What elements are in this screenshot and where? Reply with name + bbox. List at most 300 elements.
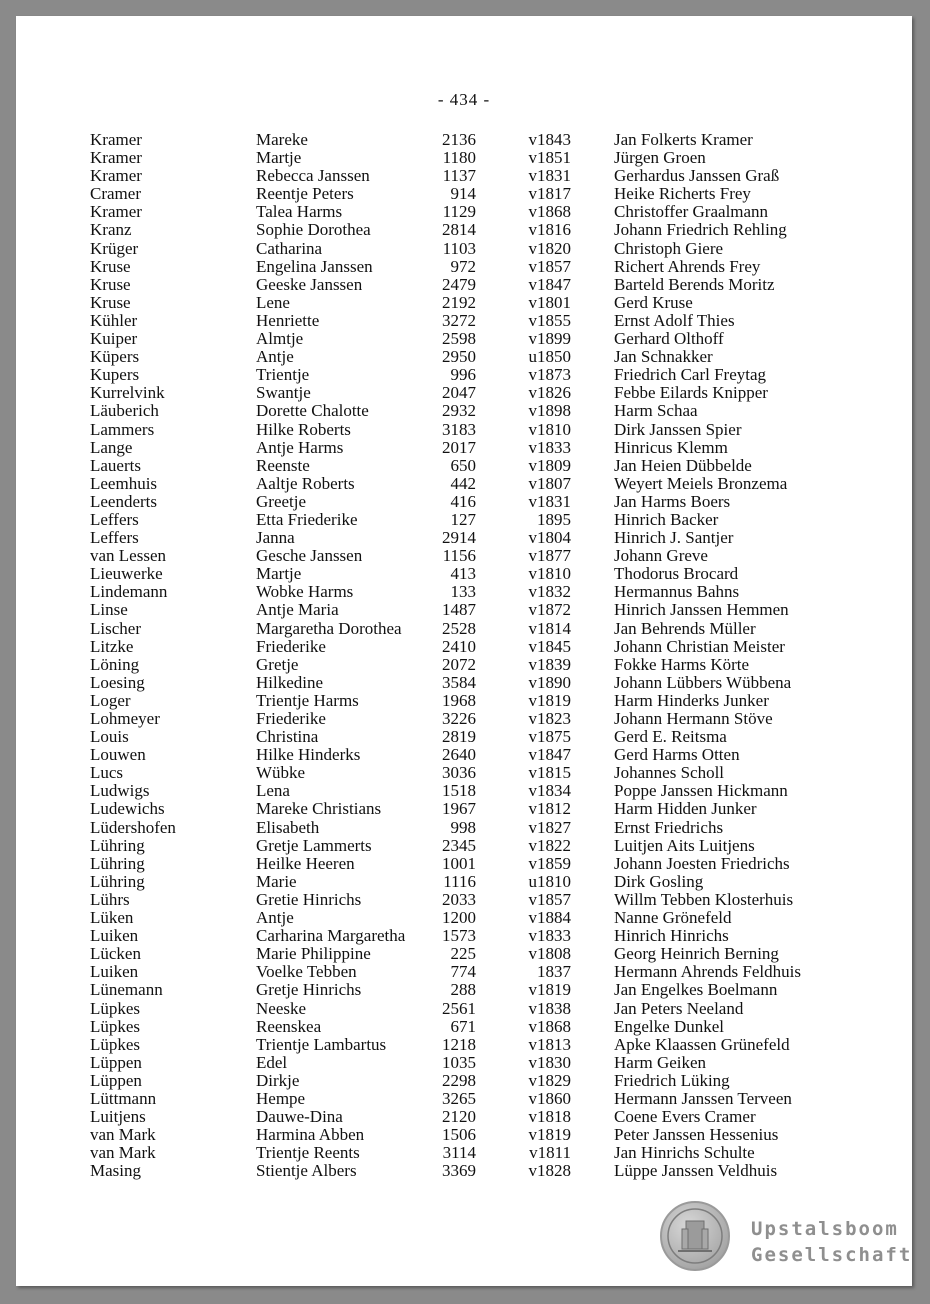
number-cell: 914 xyxy=(450,184,476,204)
given-name-cell: Marie Philippine xyxy=(256,944,371,964)
surname-cell: Kramer xyxy=(90,202,142,222)
society-seal-icon xyxy=(660,1201,730,1271)
spouse-cell: Georg Heinrich Berning xyxy=(614,944,779,964)
table-row xyxy=(16,1054,912,1072)
table-row xyxy=(16,258,912,276)
table-row xyxy=(16,240,912,258)
year-cell: v1810 xyxy=(528,564,571,584)
spouse-cell: Jan Heien Dübbelde xyxy=(614,455,752,475)
surname-cell: Lauerts xyxy=(90,455,141,475)
table-row xyxy=(16,439,912,457)
number-cell: 2047 xyxy=(442,383,476,403)
surname-cell: Kramer xyxy=(90,148,142,168)
table-row xyxy=(16,330,912,348)
surname-cell: Kranz xyxy=(90,220,132,240)
spouse-cell: Dirk Gosling xyxy=(614,871,704,891)
number-cell: 2950 xyxy=(442,347,476,367)
given-name-cell: Reenste xyxy=(256,455,310,475)
surname-cell: Leenderts xyxy=(90,491,158,511)
surname-cell: Lindemann xyxy=(90,582,168,602)
spouse-cell: Jan Schnakker xyxy=(614,347,713,367)
number-cell: 1156 xyxy=(442,546,476,566)
surname-cell: Loesing xyxy=(90,672,145,692)
year-cell: v1847 xyxy=(528,274,571,294)
table-row xyxy=(16,837,912,855)
given-name-cell: Elisabeth xyxy=(256,817,320,837)
given-name-cell: Wobke Harms xyxy=(256,582,354,602)
table-row xyxy=(16,167,912,185)
surname-cell: Lischer xyxy=(90,618,141,638)
table-row xyxy=(16,366,912,384)
number-cell: 671 xyxy=(450,1016,476,1036)
spouse-cell: Jan Behrends Müller xyxy=(614,618,756,638)
surname-cell: Litzke xyxy=(90,636,134,656)
year-cell: u1850 xyxy=(528,347,571,367)
surname-cell: Küpers xyxy=(90,347,140,367)
table-row xyxy=(16,656,912,674)
surname-cell: Lüpkes xyxy=(90,1016,141,1036)
year-cell: v1857 xyxy=(528,256,571,276)
spouse-cell: Harm Hinderks Junker xyxy=(614,690,769,710)
surname-cell: Ludewichs xyxy=(90,799,165,819)
number-cell: 225 xyxy=(450,944,476,964)
given-name-cell: Rebecca Janssen xyxy=(256,166,370,186)
table-row xyxy=(16,203,912,221)
spouse-cell: Febbe Eilards Knipper xyxy=(614,383,768,403)
spouse-cell: Christoph Giere xyxy=(614,238,724,258)
year-cell: v1877 xyxy=(528,546,571,566)
number-cell: 650 xyxy=(450,455,476,475)
spouse-cell: Jürgen Groen xyxy=(614,148,706,168)
year-cell: v1809 xyxy=(528,455,571,475)
surname-cell: Ludwigs xyxy=(90,781,150,801)
year-cell: v1817 xyxy=(528,184,571,204)
number-cell: 1967 xyxy=(442,799,476,819)
table-row xyxy=(16,493,912,511)
surname-cell: Lühring xyxy=(90,835,145,855)
number-cell: 1518 xyxy=(442,781,476,801)
year-cell: v1875 xyxy=(528,727,571,747)
spouse-cell: Gerhard Olthoff xyxy=(614,329,724,349)
given-name-cell: Friederike xyxy=(256,636,326,656)
year-cell: v1822 xyxy=(528,835,571,855)
given-name-cell: Gretje xyxy=(256,654,299,674)
year-cell: v1898 xyxy=(528,401,571,421)
year-cell: v1826 xyxy=(528,383,571,403)
table-row xyxy=(16,764,912,782)
year-cell: v1834 xyxy=(528,781,571,801)
surname-cell: Läuberich xyxy=(90,401,159,421)
number-cell: 3369 xyxy=(442,1161,476,1181)
number-cell: 1968 xyxy=(442,690,476,710)
year-cell: v1873 xyxy=(528,365,571,385)
number-cell: 1103 xyxy=(442,238,476,258)
given-name-cell: Geeske Janssen xyxy=(256,274,363,294)
given-name-cell: Martje xyxy=(256,148,302,168)
table-row xyxy=(16,185,912,203)
year-cell: v1804 xyxy=(528,528,571,548)
year-cell: v1860 xyxy=(528,1088,571,1108)
given-name-cell: Christina xyxy=(256,727,319,747)
table-row xyxy=(16,873,912,891)
spouse-cell: Johann Hermann Stöve xyxy=(614,709,773,728)
year-cell: v1847 xyxy=(528,745,571,765)
surname-cell: Lünemann xyxy=(90,980,163,1000)
given-name-cell: Gretie Hinrichs xyxy=(256,889,362,909)
spouse-cell: Ernst Friedrichs xyxy=(614,817,724,837)
year-cell: v1868 xyxy=(528,202,571,222)
number-cell: 1137 xyxy=(442,166,476,186)
number-cell: 2598 xyxy=(442,329,476,349)
spouse-cell: Johann Lübbers Wübbena xyxy=(614,672,792,692)
number-cell: 2136 xyxy=(442,130,476,149)
spouse-cell: Richert Ahrends Frey xyxy=(614,256,761,276)
year-cell: v1819 xyxy=(528,980,571,1000)
spouse-cell: Christoffer Graalmann xyxy=(614,202,769,222)
surname-cell: Leffers xyxy=(90,509,139,529)
seal-graphic xyxy=(662,1203,728,1269)
number-cell: 972 xyxy=(450,256,476,276)
year-cell: u1810 xyxy=(528,871,571,891)
year-cell: v1807 xyxy=(528,473,571,493)
table-row xyxy=(16,1018,912,1036)
given-name-cell: Antje xyxy=(256,347,294,367)
year-cell: v1872 xyxy=(528,600,571,620)
spouse-cell: Jan Folkerts Kramer xyxy=(614,130,753,149)
given-name-cell: Trientje Lambartus xyxy=(256,1034,387,1054)
surname-cell: Luiken xyxy=(90,962,139,982)
table-row xyxy=(16,782,912,800)
given-name-cell: Antje Harms xyxy=(256,437,344,457)
document-page xyxy=(16,16,912,1286)
year-cell: v1845 xyxy=(528,636,571,656)
spouse-cell: Coene Evers Cramer xyxy=(614,1107,756,1127)
given-name-cell: Heilke Heeren xyxy=(256,853,355,873)
surname-cell: Lüpkes xyxy=(90,998,141,1018)
surname-cell: Kruse xyxy=(90,256,131,276)
spouse-cell: Hermann Janssen Terveen xyxy=(614,1088,792,1108)
given-name-cell: Margaretha Dorothea xyxy=(256,618,402,638)
year-cell: v1818 xyxy=(528,1107,571,1127)
surname-cell: Lüppen xyxy=(90,1070,142,1090)
page-number: - 434 - xyxy=(437,90,491,109)
table-row xyxy=(16,547,912,565)
given-name-cell: Antje Maria xyxy=(256,600,339,620)
table-row xyxy=(16,1090,912,1108)
surname-cell: Lieuwerke xyxy=(90,564,163,584)
table-row xyxy=(16,221,912,239)
table-row xyxy=(16,312,912,330)
table-row xyxy=(16,1000,912,1018)
number-cell: 1129 xyxy=(442,202,476,222)
number-cell: 2814 xyxy=(442,220,476,240)
year-cell: v1831 xyxy=(528,166,571,186)
surname-cell: Louis xyxy=(90,727,129,747)
number-cell: 1035 xyxy=(442,1052,476,1072)
given-name-cell: Gretje Hinrichs xyxy=(256,980,362,1000)
table-row xyxy=(16,819,912,837)
spouse-cell: Johann Greve xyxy=(614,546,708,566)
given-name-cell: Catharina xyxy=(256,238,323,258)
given-name-cell: Reentje Peters xyxy=(256,184,354,204)
number-cell: 2345 xyxy=(442,835,476,855)
surname-cell: Kruse xyxy=(90,292,131,312)
surname-cell: Kramer xyxy=(90,166,142,186)
table-row xyxy=(16,294,912,312)
number-cell: 2298 xyxy=(442,1070,476,1090)
given-name-cell: Edel xyxy=(256,1052,288,1072)
given-name-cell: Hempe xyxy=(256,1088,306,1108)
surname-cell: Kurrelvink xyxy=(90,383,165,403)
surname-cell: Cramer xyxy=(90,184,141,204)
given-name-cell: Talea Harms xyxy=(256,202,343,222)
number-cell: 1487 xyxy=(442,600,476,620)
year-cell: v1810 xyxy=(528,419,571,439)
given-name-cell: Dirkje xyxy=(256,1070,300,1090)
spouse-cell: Ernst Adolf Thies xyxy=(614,310,735,330)
spouse-cell: Gerd E. Reitsma xyxy=(614,727,727,747)
table-row xyxy=(16,1144,912,1162)
spouse-cell: Johann Christian Meister xyxy=(614,636,785,656)
spouse-cell: Jan Engelkes Boelmann xyxy=(614,980,778,1000)
surname-cell: Loger xyxy=(90,690,131,710)
number-cell: 413 xyxy=(450,564,476,584)
year-cell: v1833 xyxy=(528,437,571,457)
given-name-cell: Trientje Harms xyxy=(256,690,359,710)
table-row xyxy=(16,529,912,547)
number-cell: 3114 xyxy=(442,1143,476,1163)
given-name-cell: Reenskea xyxy=(256,1016,322,1036)
spouse-cell: Johann Joesten Friedrichs xyxy=(614,853,790,873)
year-cell: v1820 xyxy=(528,238,571,258)
number-cell: 2914 xyxy=(442,528,476,548)
year-cell: v1859 xyxy=(528,853,571,873)
spouse-cell: Gerd Harms Otten xyxy=(614,745,740,765)
spouse-cell: Harm Hidden Junker xyxy=(614,799,757,819)
given-name-cell: Neeske xyxy=(256,998,307,1018)
number-cell: 3265 xyxy=(442,1088,476,1108)
surname-cell: Leffers xyxy=(90,528,139,548)
given-name-cell: Engelina Janssen xyxy=(256,256,373,276)
given-name-cell: Friederike xyxy=(256,709,326,728)
number-cell: 2479 xyxy=(442,274,476,294)
given-name-cell: Harmina Abben xyxy=(256,1125,365,1145)
table-row xyxy=(16,927,912,945)
spouse-cell: Hinrich Backer xyxy=(614,509,719,529)
number-cell: 996 xyxy=(450,365,476,385)
year-cell: v1816 xyxy=(528,220,571,240)
given-name-cell: Sophie Dorothea xyxy=(256,220,371,240)
year-cell: v1833 xyxy=(528,926,571,946)
table-row xyxy=(16,131,912,149)
surname-cell: Lucs xyxy=(90,763,124,783)
year-cell: v1815 xyxy=(528,763,571,783)
surname-cell: Lühring xyxy=(90,871,145,891)
year-cell: v1811 xyxy=(529,1143,571,1163)
number-cell: 416 xyxy=(450,491,476,511)
year-cell: v1827 xyxy=(528,817,571,837)
number-cell: 2528 xyxy=(442,618,476,638)
spouse-cell: Jan Hinrichs Schulte xyxy=(614,1143,755,1163)
year-cell: 1837 xyxy=(537,962,571,982)
year-cell: v1831 xyxy=(528,491,571,511)
year-cell: v1829 xyxy=(528,1070,571,1090)
given-name-cell: Trientje Reents xyxy=(256,1143,360,1163)
table-row xyxy=(16,1036,912,1054)
spouse-cell: Poppe Janssen Hickmann xyxy=(614,781,788,801)
given-name-cell: Marie xyxy=(256,871,297,891)
table-row xyxy=(16,511,912,529)
given-name-cell: Dauwe-Dina xyxy=(256,1107,343,1127)
surname-cell: Kramer xyxy=(90,130,142,149)
table-row xyxy=(16,674,912,692)
spouse-cell: Luitjen Aits Luitjens xyxy=(614,835,755,855)
surname-cell: Lührs xyxy=(90,889,130,909)
year-cell: v1823 xyxy=(528,709,571,728)
spouse-cell: Apke Klaassen Grünefeld xyxy=(614,1034,790,1054)
number-cell: 998 xyxy=(450,817,476,837)
surname-cell: Leemhuis xyxy=(90,473,158,493)
year-cell: v1899 xyxy=(528,329,571,349)
spouse-cell: Weyert Meiels Bronzema xyxy=(614,473,788,493)
society-name-line2: Gesellschaft xyxy=(751,1244,913,1266)
year-cell: v1839 xyxy=(528,654,571,674)
given-name-cell: Stientje Albers xyxy=(256,1161,357,1181)
given-name-cell: Aaltje Roberts xyxy=(256,473,355,493)
number-cell: 2410 xyxy=(442,636,476,656)
year-cell: v1819 xyxy=(528,1125,571,1145)
year-cell: v1890 xyxy=(528,672,571,692)
table-row xyxy=(16,710,912,728)
given-name-cell: Martje xyxy=(256,564,302,584)
table-row xyxy=(16,1126,912,1144)
spouse-cell: Peter Janssen Hessenius xyxy=(614,1125,779,1145)
surname-cell: Kühler xyxy=(90,310,138,330)
spouse-cell: Hinrich J. Santjer xyxy=(614,528,734,548)
number-cell: 127 xyxy=(450,509,476,529)
surname-cell: Linse xyxy=(90,600,128,620)
number-cell: 3183 xyxy=(442,419,476,439)
spouse-cell: Johann Friedrich Rehling xyxy=(614,220,787,240)
number-cell: 2017 xyxy=(442,437,476,457)
spouse-cell: Heike Richerts Frey xyxy=(614,184,751,204)
number-cell: 1200 xyxy=(442,908,476,928)
given-name-cell: Lene xyxy=(256,292,290,312)
given-name-cell: Janna xyxy=(256,528,295,548)
table-row xyxy=(16,457,912,475)
number-cell: 3584 xyxy=(442,672,476,692)
surname-cell: Kuiper xyxy=(90,329,138,349)
year-cell: v1838 xyxy=(528,998,571,1018)
surname-cell: Lüken xyxy=(90,908,134,928)
table-row xyxy=(16,583,912,601)
surname-cell: Louwen xyxy=(90,745,146,765)
given-name-cell: Antje xyxy=(256,908,294,928)
number-cell: 3226 xyxy=(442,709,476,728)
given-name-cell: Dorette Chalotte xyxy=(256,401,369,421)
table-row xyxy=(16,909,912,927)
table-row xyxy=(16,348,912,366)
surname-cell: Löning xyxy=(90,654,140,674)
spouse-cell: Thodorus Brocard xyxy=(614,564,739,584)
spouse-cell: Hermann Ahrends Feldhuis xyxy=(614,962,801,982)
register-table xyxy=(16,131,912,1180)
table-row xyxy=(16,1162,912,1180)
spouse-cell: Lüppe Janssen Veldhuis xyxy=(614,1161,778,1181)
spouse-cell: Engelke Dunkel xyxy=(614,1016,724,1036)
spouse-cell: Hermannus Bahns xyxy=(614,582,740,602)
surname-cell: Lüdershofen xyxy=(90,817,176,837)
given-name-cell: Gesche Janssen xyxy=(256,546,363,566)
year-cell: v1812 xyxy=(528,799,571,819)
surname-cell: Lammers xyxy=(90,419,155,439)
number-cell: 1573 xyxy=(442,926,476,946)
surname-cell: Kupers xyxy=(90,365,140,385)
table-row xyxy=(16,620,912,638)
spouse-cell: Gerhardus Janssen Graß xyxy=(614,166,780,186)
number-cell: 2561 xyxy=(442,998,476,1018)
surname-cell: Lüppen xyxy=(90,1052,142,1072)
surname-cell: Krüger xyxy=(90,238,139,258)
given-name-cell: Greetje xyxy=(256,491,307,511)
given-name-cell: Swantje xyxy=(256,383,311,403)
number-cell: 288 xyxy=(450,980,476,1000)
year-cell: v1868 xyxy=(528,1016,571,1036)
spouse-cell: Jan Harms Boers xyxy=(614,491,731,511)
table-row xyxy=(16,891,912,909)
surname-cell: Masing xyxy=(90,1161,141,1181)
number-cell: 2640 xyxy=(442,745,476,765)
table-row xyxy=(16,384,912,402)
year-cell: v1808 xyxy=(528,944,571,964)
spouse-cell: Nanne Grönefeld xyxy=(614,908,732,928)
given-name-cell: Wübke xyxy=(256,763,306,783)
spouse-cell: Hinrich Hinrichs xyxy=(614,926,729,946)
table-row xyxy=(16,728,912,746)
spouse-cell: Hinricus Klemm xyxy=(614,437,728,457)
given-name-cell: Hilke Hinderks xyxy=(256,745,361,765)
number-cell: 3272 xyxy=(442,310,476,330)
table-row xyxy=(16,1072,912,1090)
table-row xyxy=(16,746,912,764)
year-cell: v1855 xyxy=(528,310,571,330)
year-cell: v1851 xyxy=(528,148,571,168)
number-cell: 2120 xyxy=(442,1107,476,1127)
given-name-cell: Mareke xyxy=(256,130,308,149)
given-name-cell: Lena xyxy=(256,781,290,801)
society-name-line1: Upstalsboom xyxy=(751,1218,899,1240)
number-cell: 774 xyxy=(450,962,476,982)
year-cell: v1801 xyxy=(528,292,571,312)
table-row xyxy=(16,276,912,294)
given-name-cell: Mareke Christians xyxy=(256,799,382,819)
number-cell: 3036 xyxy=(442,763,476,783)
table-row xyxy=(16,601,912,619)
given-name-cell: Henriette xyxy=(256,310,320,330)
given-name-cell: Etta Friederike xyxy=(256,509,358,529)
given-name-cell: Carharina Margaretha xyxy=(256,926,406,946)
surname-cell: Luitjens xyxy=(90,1107,146,1127)
number-cell: 2192 xyxy=(442,292,476,312)
table-row xyxy=(16,692,912,710)
number-cell: 1180 xyxy=(442,148,476,168)
table-row xyxy=(16,149,912,167)
table-row xyxy=(16,981,912,999)
surname-cell: Lohmeyer xyxy=(90,709,160,728)
spouse-cell: Barteld Berends Moritz xyxy=(614,274,775,294)
year-cell: 1895 xyxy=(537,509,571,529)
table-row xyxy=(16,945,912,963)
